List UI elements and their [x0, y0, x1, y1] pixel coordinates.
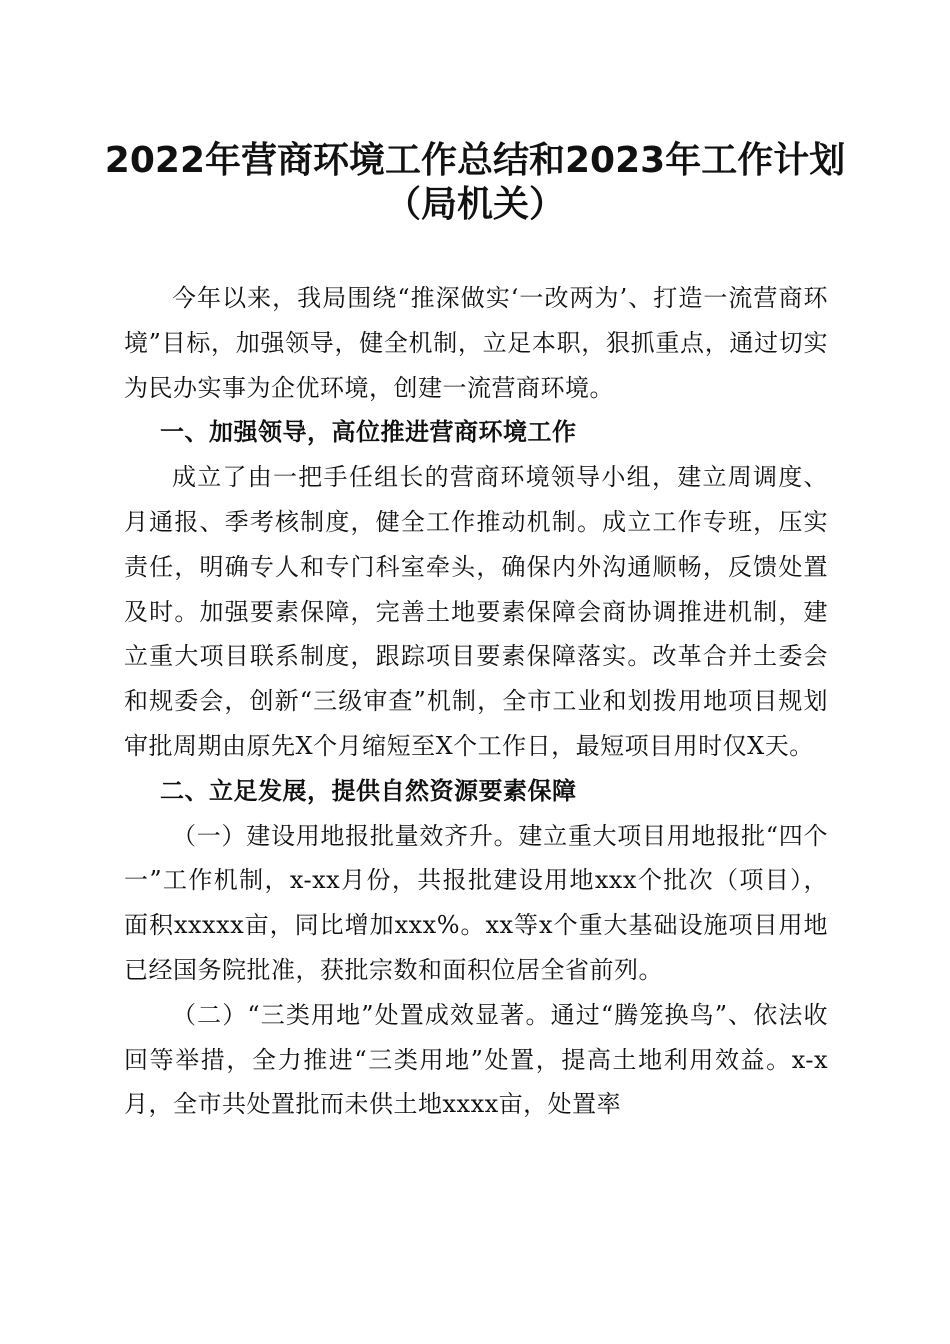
section-2-item-2-paragraph: （二）“三类用地”处置成效显著。通过“腾笼换鸟”、依法收回等举措，全力推进“三类用地”处置，提高土地利用效益。x-x月，全市共处置批而未供土地xxxx亩，处置率	[124, 1000, 828, 1119]
section-2-item-1-paragraph: （一）建设用地报批量效齐升。建立重大项目用地报批“四个一”工作机制，x-xx月份，共报批建设用地xxx个批次（项目），面积xxxxx亩，同比增加xxx%。xx等x个重大基础设施项目用地已经国务院批准，获批宗数和面积位居全省前列。	[124, 821, 828, 984]
document-body	[124, 276, 828, 1127]
section-1-paragraph: 成立了由一把手任组长的营商环境领导小组，建立周调度、月通报、季考核制度，健全工作推动机制。成立工作专班，压实责任，明确专人和专门科室牵头，确保内外沟通顺畅，反馈处置及时。加强要素保障，完善土地要素保障会商协调推进机制，建立重大项目联系制度，跟踪项目要素保障落实。改革合并土委会和规委会，创新“三级审查”机制，全市工业和划拨用地项目规划审批周期由原先X个月缩短至X个工作日，最短项目用时仅X天。	[124, 463, 828, 760]
intro-paragraph: 今年以来，我局围绕“推深做实‘一改两为’、打造一流营商环境”目标，加强领导，健全机制，立足本职，狠抓重点，通过切实为民办实事为企优环境，创建一流营商环境。	[124, 284, 828, 402]
section-heading-1: 一、加强领导，高位推进营商环境工作	[160, 418, 577, 447]
document-subtitle: （局机关）	[384, 184, 565, 225]
document-title: 2022年营商环境工作总结和2023年工作计划	[104, 140, 846, 181]
section-heading-2: 二、立足发展，提供自然资源要素保障	[160, 776, 577, 805]
